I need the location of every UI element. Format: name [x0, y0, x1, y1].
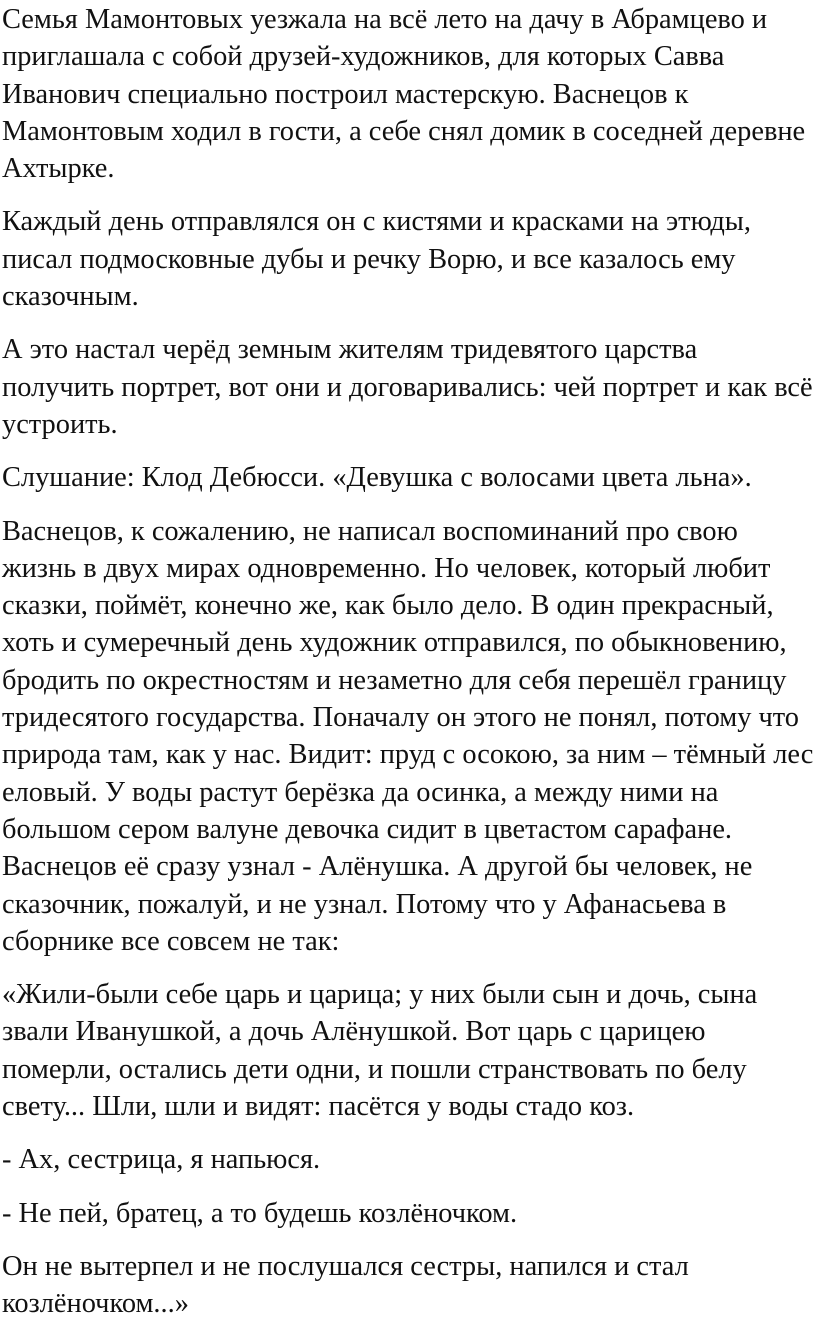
- document-page: [2, 0, 814, 1323]
- paragraph-ending: Он не вытерпел и не послушался сестры, напился и стал козлёночком...»: [2, 1250, 689, 1320]
- paragraph-mamontov-dacha: Семья Мамонтовых уезжала на всё лето на дачу в Абрамцево и приглашала с собой друзей-художников, для которых Савва Иванович специально построил мастерскую. Васнецов к Мамонтовым ходил в гости, а себе снял домик в соседней деревне Ахтырке.: [2, 4, 806, 185]
- paragraph-dialogue-sister: - Не пей, братец, а то будешь козлёночком.: [2, 1197, 518, 1229]
- paragraph-listening: Слушание: Клод Дебюсси. «Девушка с волосами цвета льна».: [2, 462, 752, 494]
- paragraph-portrait: А это настал черёд земным жителям тридевятого царства получить портрет, вот они и договаривались: чей портрет и как всё устроить.: [2, 334, 813, 440]
- paragraph-dialogue-brother: - Ах, сестрица, я напьюся.: [2, 1144, 321, 1176]
- paragraph-etudes: Каждый день отправлялся он с кистями и красками на этюды, писал подмосковные дубы и речку Ворю, и все казалось ему сказочным.: [2, 206, 751, 313]
- paragraph-two-worlds: Васнецов, к сожалению, не написал воспоминаний про свою жизнь в двух мирах одновременно. Но человек, который любит сказки, поймёт, конечно же, как было дело. В один прекрасный, хоть и сумеречный день художник отправился, по обыкновению, бродить по окрестностям и незаметно для себя перешёл границу тридесятого государства. Поначалу он этого не понял, потому что природа там, как у нас. Видит: пруд с осокою, за ним – тёмный лес еловый. У воды растут берёзка да осинка, а между ними на большом сером валуне девочка сидит в цветастом сарафане. Васнецов её сразу узнал - Алёнушка. А другой бы человек, не сказочник, пожалуй, и не узнал. Потому что у Афанасьева в сборнике все совсем не так:: [2, 515, 814, 957]
- paragraph-fairytale-quote: «Жили-были себе царь и царица; у них были сын и дочь, сына звали Иванушкой, а дочь Алёнушкой. Вот царь с царицею померли, остались дети одни, и пошли странствовать по белу свету... Шли, шли и видят: пасётся у воды стадо коз.: [2, 979, 758, 1123]
